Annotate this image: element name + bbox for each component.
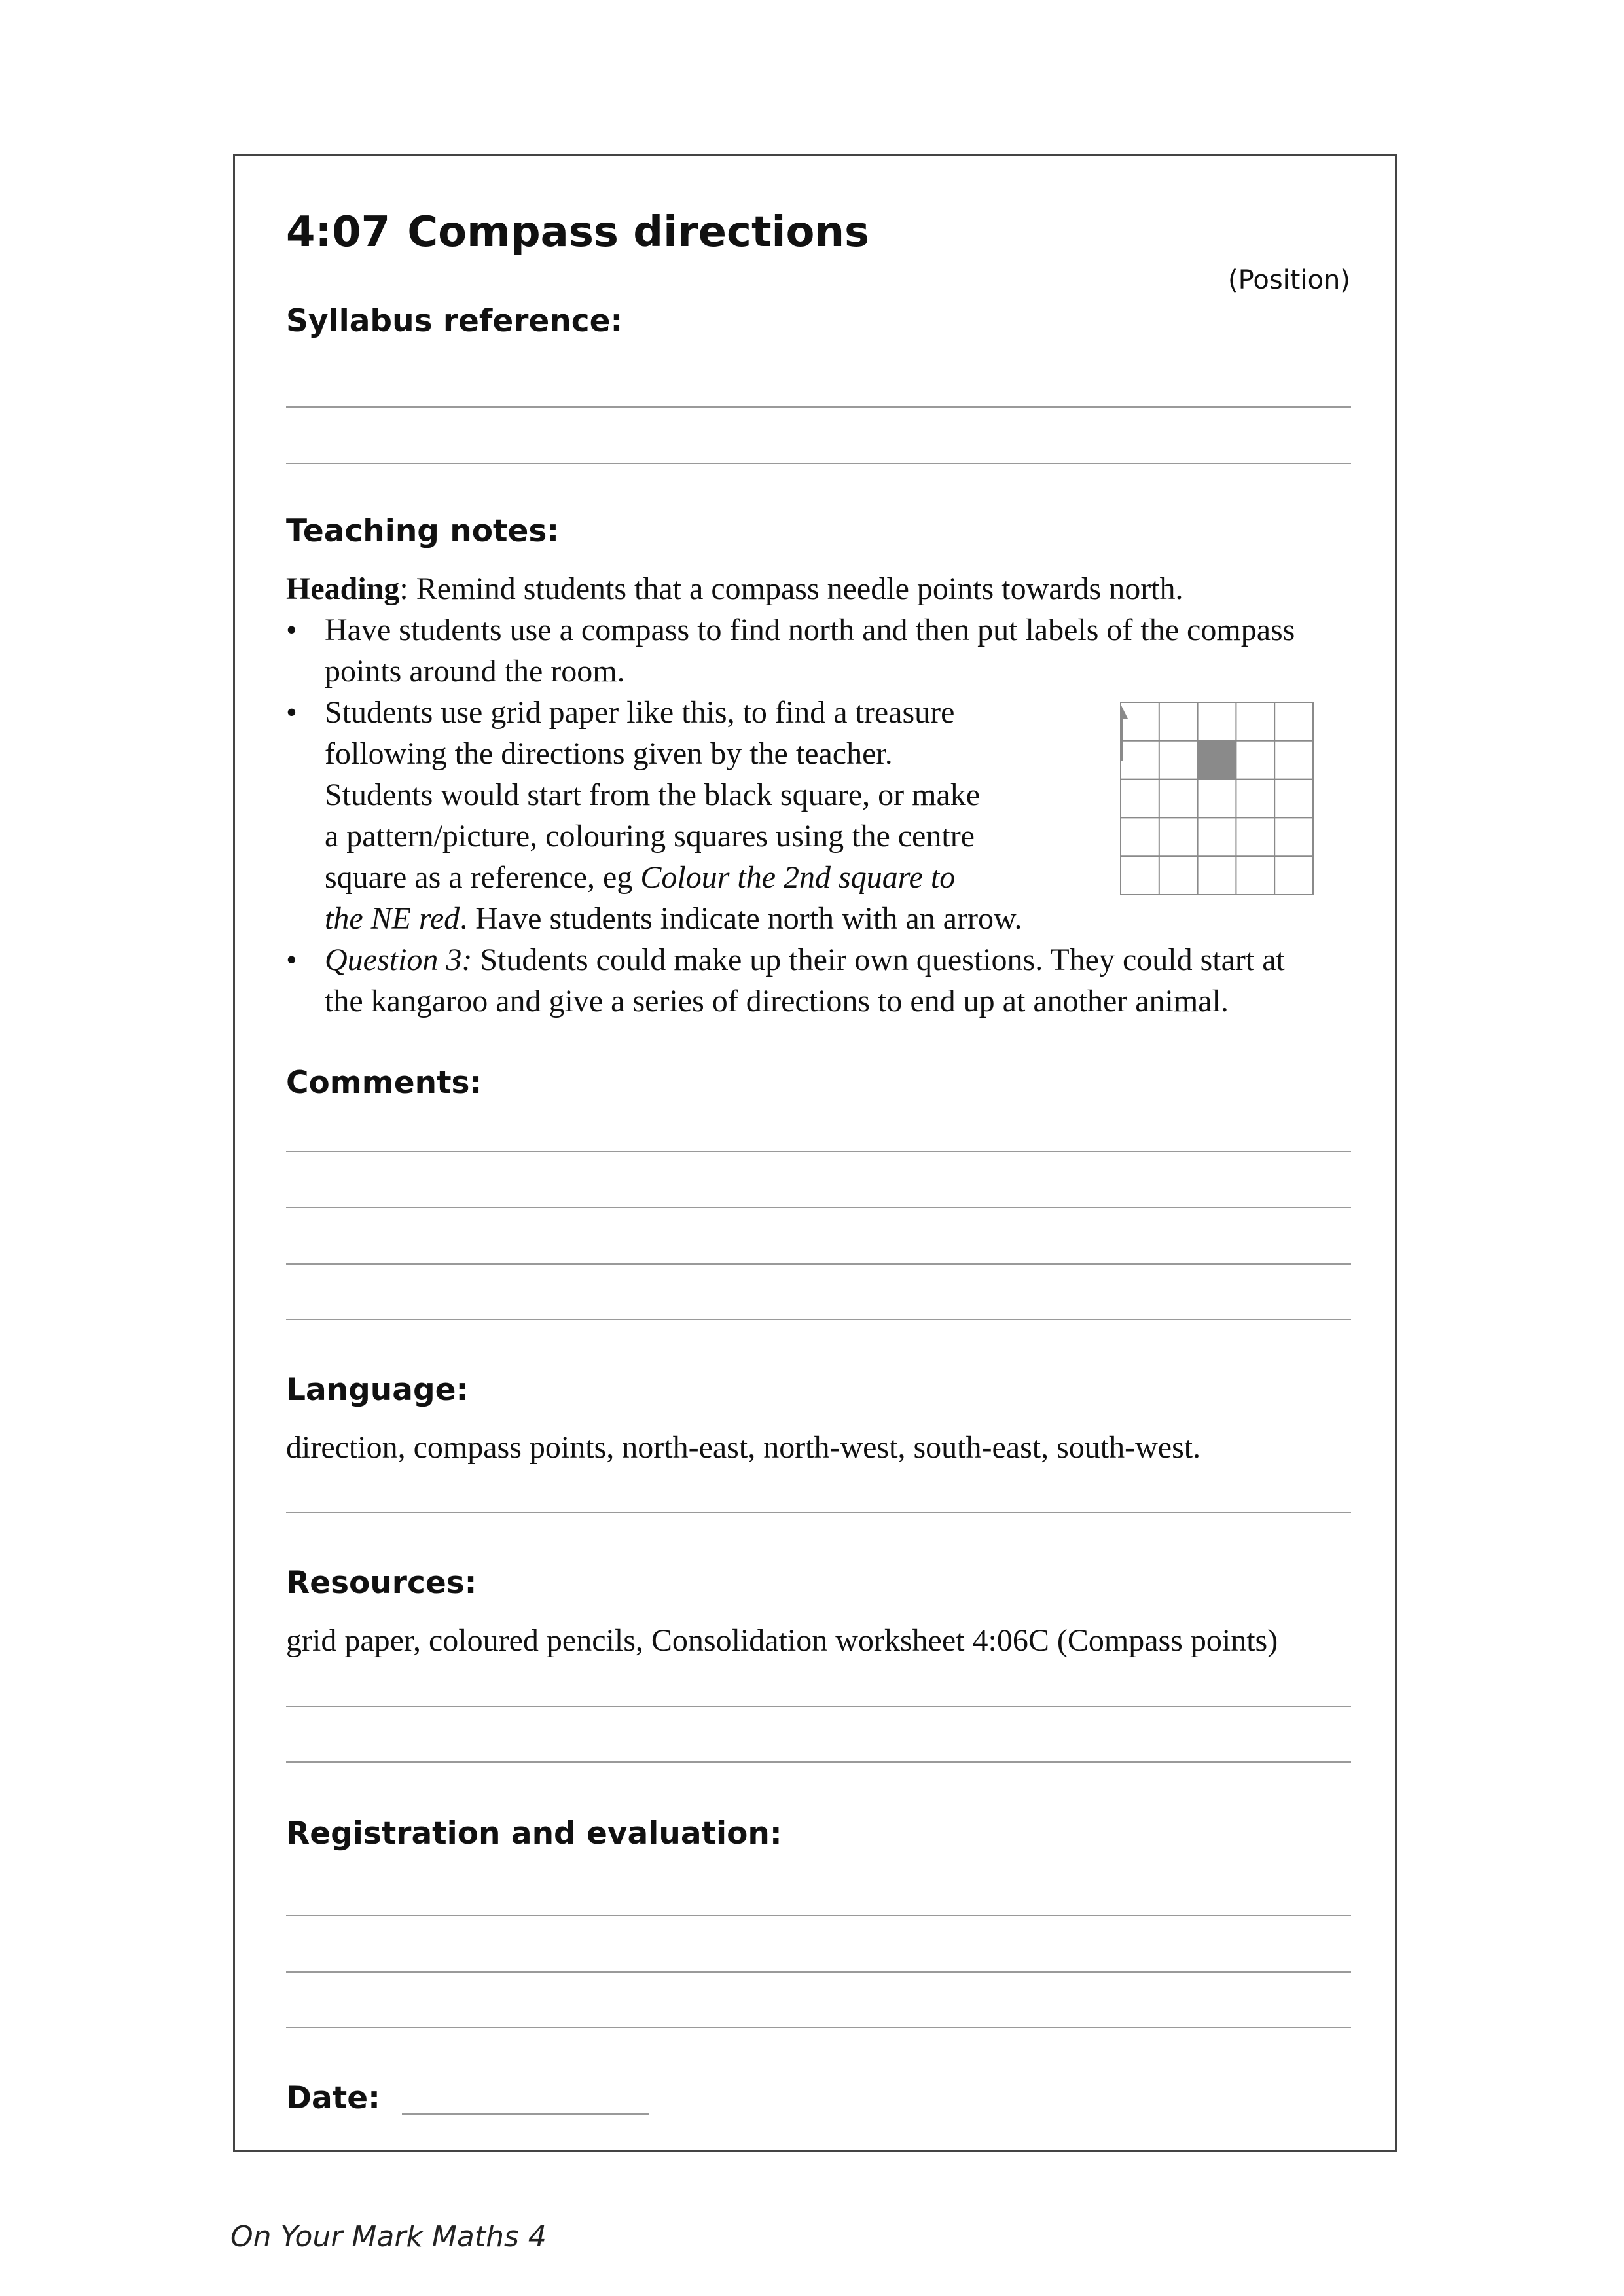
bullet-2-line-6-italic: the NE red <box>325 901 460 936</box>
bullet-2-line-5-italic: Colour the 2nd square to <box>640 860 956 895</box>
note-heading-text: : Remind students that a compass needle points towards north. <box>399 571 1183 606</box>
language-line <box>286 1512 1351 1513</box>
resources-line-1 <box>286 1706 1351 1707</box>
comments-line-2 <box>286 1207 1351 1208</box>
bullet-2-line-6 <box>325 901 1022 937</box>
bullet-2-line-6-text: . Have students indicate north with an arrow. <box>460 901 1022 936</box>
syllabus-heading: Syllabus reference: <box>286 303 623 339</box>
note-heading-label: Heading <box>286 571 400 606</box>
page-frame <box>233 154 1397 2152</box>
lesson-title: Compass directions <box>407 208 870 257</box>
bullet-2-line-1: Students use grid paper like this, to find a treasure <box>325 695 955 730</box>
bullet-3-label: Question 3: <box>325 942 473 977</box>
bullet-2-line-5 <box>325 859 955 895</box>
date-field-line <box>402 2113 649 2115</box>
syllabus-line-1 <box>286 406 1351 408</box>
bullet-1-marker: • <box>286 613 297 647</box>
date-label: Date: <box>286 2080 380 2116</box>
grid-border <box>1121 702 1313 895</box>
resources-text: grid paper, coloured pencils, Consolidation worksheet 4:06C (Compass points) <box>286 1623 1278 1658</box>
bullet-2-line-3: Students would start from the black square, or make <box>325 778 981 812</box>
footer-text: On Your Mark Maths 4 <box>230 2220 547 2253</box>
comments-heading: Comments: <box>286 1065 482 1101</box>
bullet-2-line-2: following the directions given by the teacher. <box>325 736 893 771</box>
registration-line-3 <box>286 2027 1351 2028</box>
resources-heading: Resources: <box>286 1565 477 1601</box>
language-heading: Language: <box>286 1372 469 1408</box>
compass-grid-figure <box>1120 702 1316 898</box>
resources-line-2 <box>286 1761 1351 1763</box>
bullet-1-line-1: Have students use a compass to find north and then put labels of the compass <box>325 613 1295 647</box>
bullet-3-text: Students could make up their own questions. They could start at <box>472 942 1285 977</box>
registration-line-2 <box>286 1971 1351 1973</box>
bullet-1-line-2: points around the room. <box>325 654 625 689</box>
north-arrow-icon <box>1120 706 1128 761</box>
shaded-start-square <box>1198 741 1236 780</box>
comments-line-3 <box>286 1263 1351 1265</box>
bullet-3-line-1 <box>325 942 1285 978</box>
bullet-2-marker: • <box>286 695 297 730</box>
bullet-2-line-4: a pattern/picture, colouring squares using the centre <box>325 819 975 853</box>
bullet-2-line-5-text: square as a reference, eg <box>325 860 641 895</box>
teaching-notes-heading: Teaching notes: <box>286 513 560 549</box>
comments-line-4 <box>286 1319 1351 1320</box>
language-text: direction, compass points, north-east, north-west, south-east, south-west. <box>286 1430 1201 1465</box>
syllabus-line-2 <box>286 463 1351 464</box>
grid-lines <box>1121 702 1313 895</box>
registration-line-1 <box>286 1915 1351 1916</box>
page-title <box>286 208 869 257</box>
bullet-3-marker: • <box>286 942 297 977</box>
registration-heading: Registration and evaluation: <box>286 1816 782 1852</box>
comments-line-1 <box>286 1151 1351 1152</box>
lesson-number: 4:07 <box>286 208 391 257</box>
strand-label: (Position) <box>1228 265 1350 295</box>
bullet-3-line-2: the kangaroo and give a series of directions to end up at another animal. <box>325 984 1229 1018</box>
teaching-note-heading-line <box>286 571 1183 607</box>
